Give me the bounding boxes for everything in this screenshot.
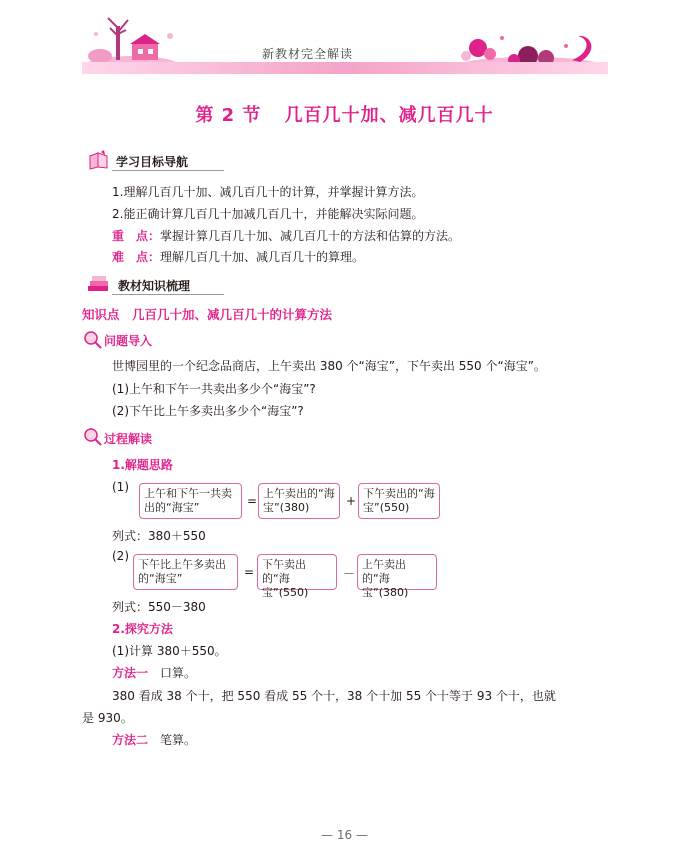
key-point-text: 掌握计算几百几十加、减几百几十的方法和估算的方法。 xyxy=(160,229,461,243)
eq2-equals: = xyxy=(244,565,255,579)
formula-2: 列式：550－380 xyxy=(112,600,206,614)
difficulty-label: 难 点： xyxy=(112,250,161,264)
goal-item-1: 1.理解几百几十加、减几百几十的计算，并掌握计算方法。 xyxy=(112,185,424,199)
process-heading: 过程解读 xyxy=(104,432,153,446)
goals-heading: 学习目标导航 xyxy=(116,155,189,169)
calculation-prompt: (1)计算 380＋550。 xyxy=(112,644,227,658)
eq1-box-afternoon: 下午卖出的“海宝”(550) xyxy=(358,483,440,519)
key-point xyxy=(112,227,460,244)
header-band xyxy=(82,62,608,74)
eq1-box-total: 上午和下午一共卖出的“海宝” xyxy=(139,483,242,519)
eq1-box-morning: 上午卖出的“海宝”(380) xyxy=(258,483,340,519)
step-1-heading: 1.解题思路 xyxy=(112,458,173,472)
method-2-text: 笔算。 xyxy=(160,733,197,747)
key-point-label: 重 点： xyxy=(112,229,161,243)
page-number: — 16 — xyxy=(321,828,368,842)
magnifier-icon xyxy=(82,427,104,447)
difficulty-text: 理解几百几十加、减几百几十的算理。 xyxy=(160,250,365,264)
method-2 xyxy=(112,731,196,748)
method-2-label: 方法二 xyxy=(112,733,149,747)
goal-item-2: 2.能正确计算几百几十加减几百几十，并能解决实际问题。 xyxy=(112,207,424,221)
question-1: (1)上午和下午一共卖出多少个“海宝”? xyxy=(112,382,316,396)
equation-2-number: (2) xyxy=(112,549,129,563)
books-stack-icon xyxy=(86,274,112,294)
eq2-box-afternoon: 下午卖出的“海宝”(550) xyxy=(257,554,337,590)
eq2-box-difference: 下午比上午多卖出的“海宝” xyxy=(133,554,238,590)
problem-text: 世博园里的一个纪念品商店，上午卖出 380 个“海宝”，下午卖出 550 个“海宝”。 xyxy=(112,359,546,373)
difficulty-point xyxy=(112,248,364,265)
eq2-box-morning: 上午卖出的“海宝”(380) xyxy=(357,554,437,590)
section-title xyxy=(0,101,689,127)
method-1-explanation-line-2: 是 930。 xyxy=(82,711,133,725)
knowledge-underline xyxy=(112,294,224,295)
section-label: 第 2 节 xyxy=(195,105,262,126)
question-2: (2)下午比上午多卖出多少个“海宝”? xyxy=(112,404,304,418)
eq1-plus: + xyxy=(346,494,357,508)
problem-heading: 问题导入 xyxy=(104,334,153,348)
knowledge-heading: 教材知识梳理 xyxy=(118,279,191,293)
section-name: 几百几十加、减几百几十 xyxy=(284,105,494,126)
eq1-equals: = xyxy=(247,494,258,508)
goals-underline xyxy=(112,170,224,171)
eq2-minus: － xyxy=(343,567,356,581)
knowledge-point: 知识点 几百几十加、减几百几十的计算方法 xyxy=(82,307,333,322)
step-2-heading: 2.探究方法 xyxy=(112,622,173,636)
method-1-label: 方法一 xyxy=(112,666,149,680)
header-title: 新教材完全解读 xyxy=(262,47,354,61)
formula-1: 列式：380＋550 xyxy=(112,529,206,543)
method-1-explanation-line-1: 380 看成 38 个十，把 550 看成 55 个十，38 个十加 55 个十等于 93 个十，也就 xyxy=(112,689,556,703)
book-icon xyxy=(88,150,110,170)
method-1 xyxy=(112,664,196,681)
method-1-text: 口算。 xyxy=(160,666,197,680)
equation-1-number: (1) xyxy=(112,480,129,494)
magnifier-icon xyxy=(82,330,104,350)
